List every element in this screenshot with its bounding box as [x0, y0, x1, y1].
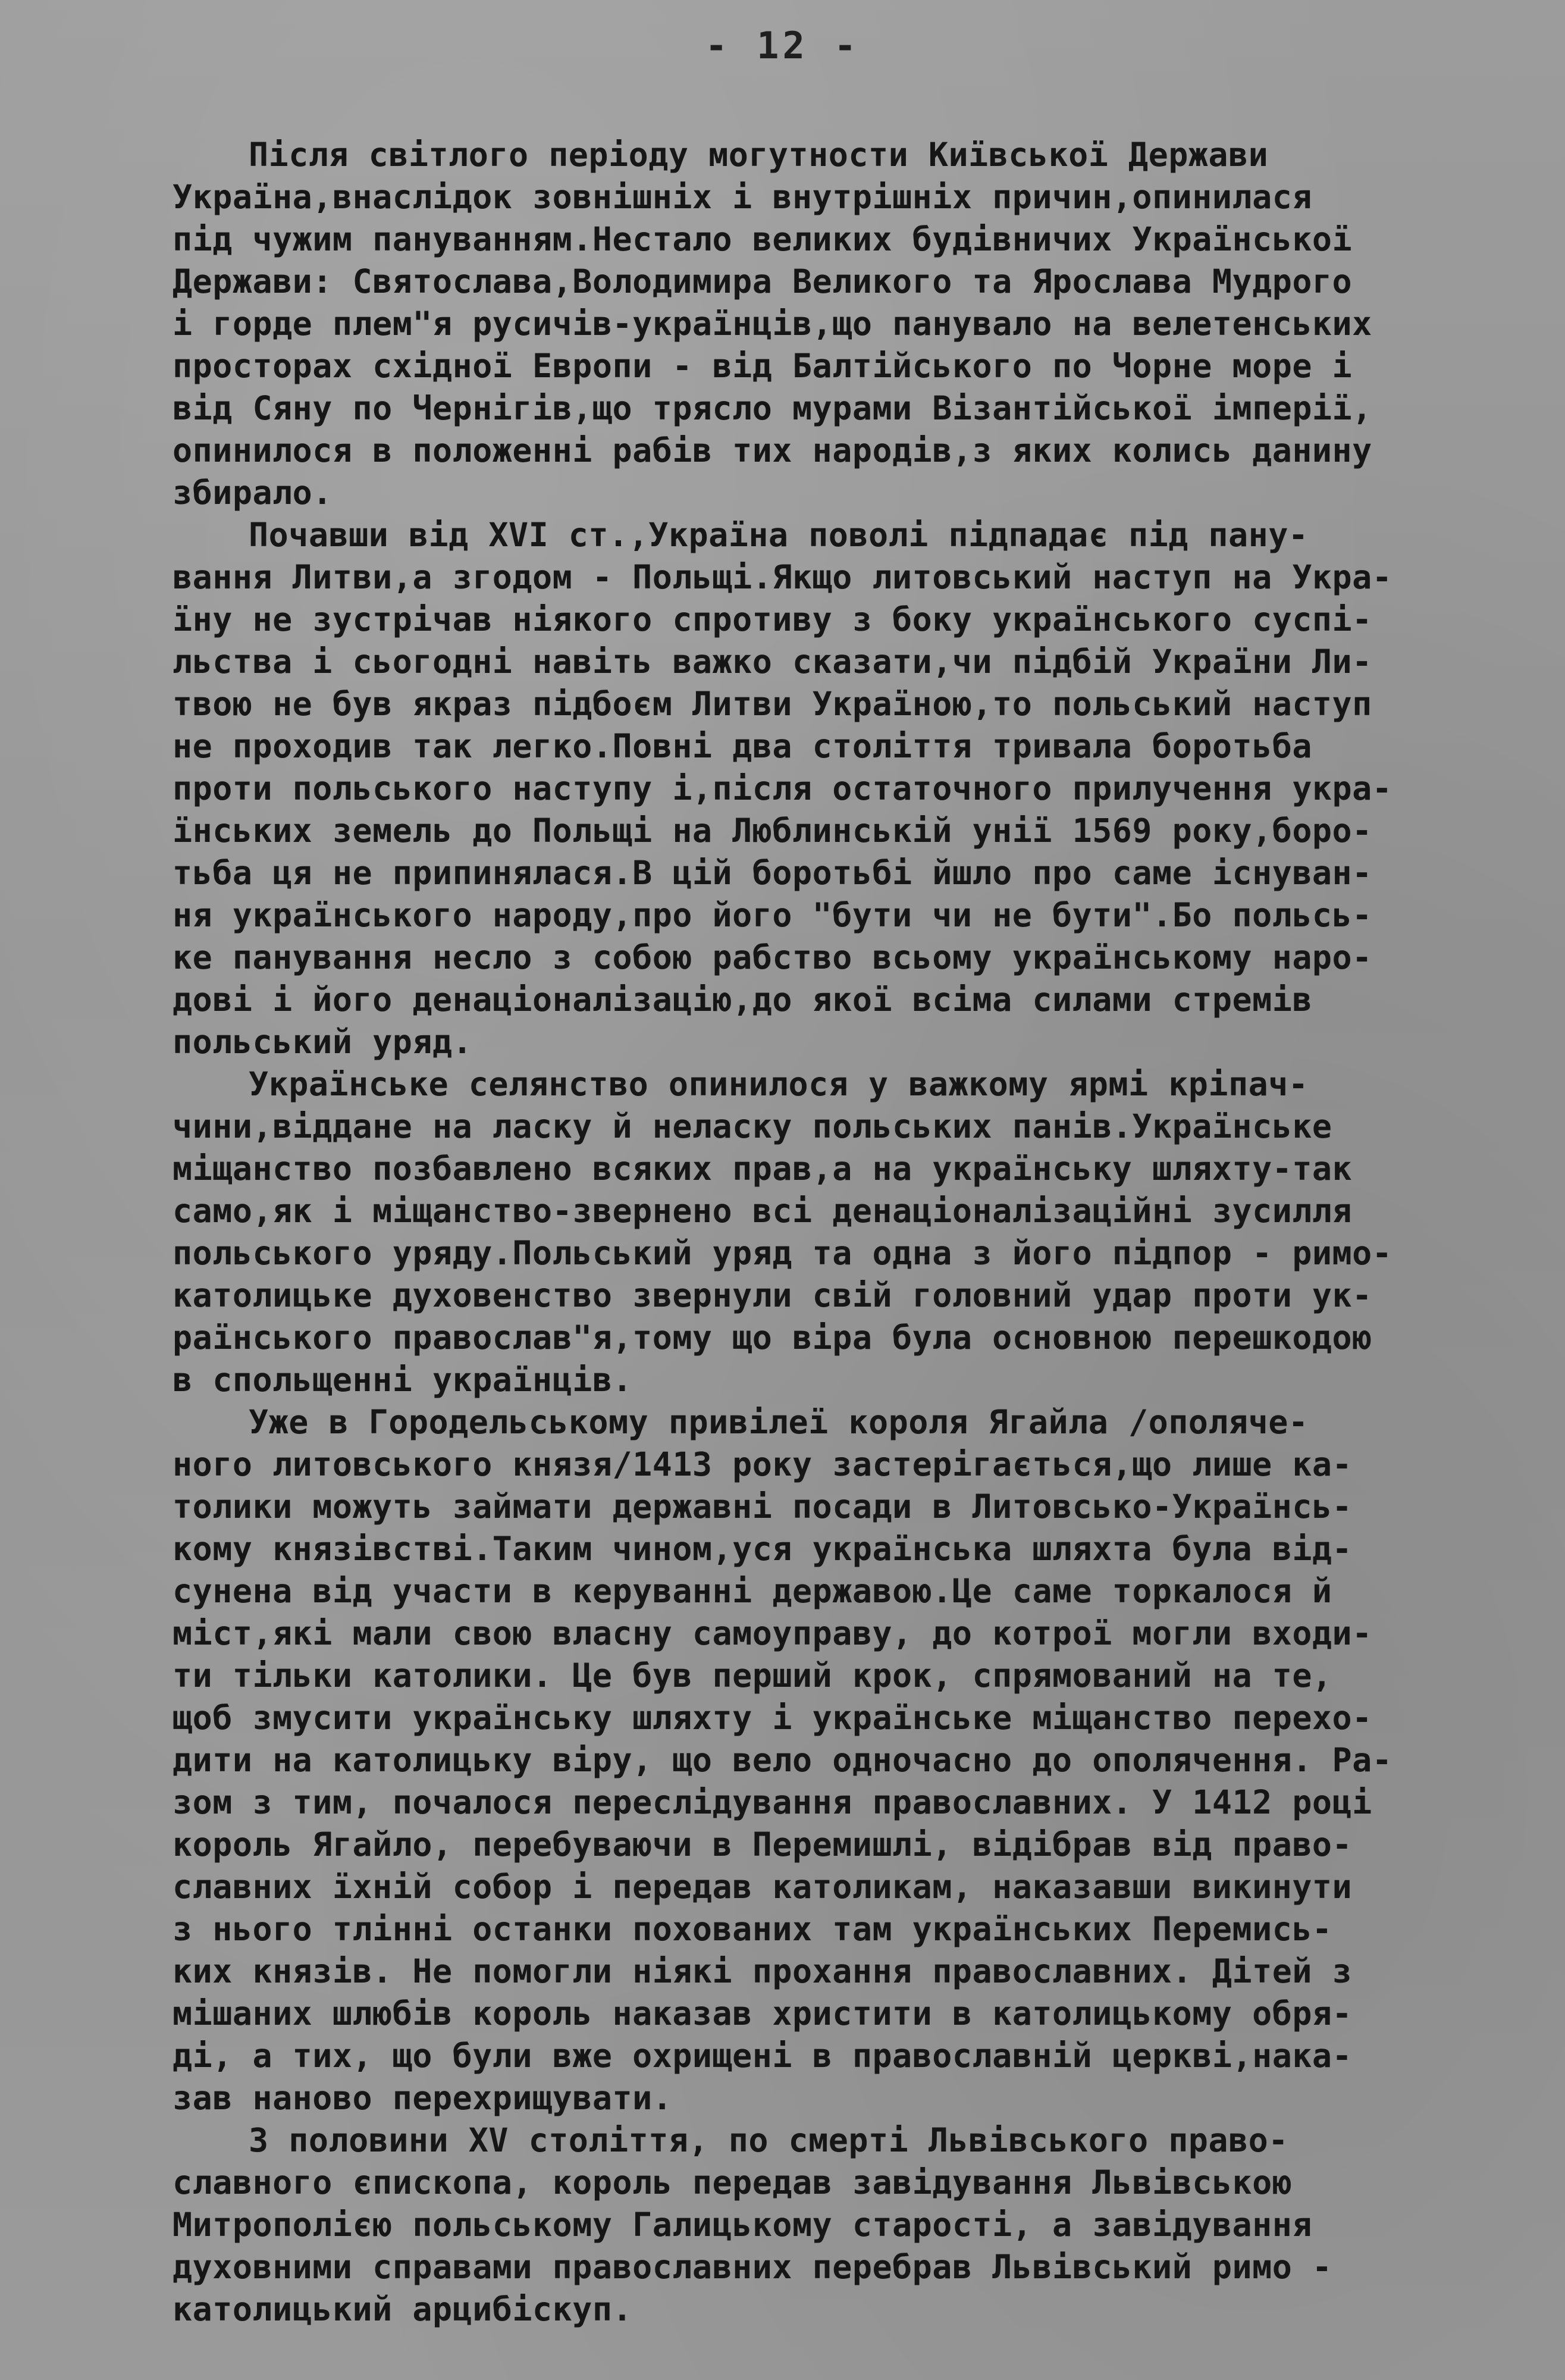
text-line: славних їхній собор і передав католикам, наказавши викинути: [173, 1868, 1353, 1906]
text-line: міщанство позбавлено всяких прав,а на українську шляхту-так: [173, 1150, 1353, 1188]
text-line: щоб змусити українську шляхту і українське міщанство перехо-: [173, 1699, 1372, 1737]
paragraph: [173, 514, 1517, 1063]
text-line: міст,які мали свою власну самоуправу, до котрої могли входи-: [173, 1614, 1372, 1652]
text-line: польський уряд.: [173, 1023, 473, 1061]
text-line: ного литовського князя/1413 року застерігається,що лише ка-: [173, 1445, 1353, 1483]
text-line: дові і його денаціоналізацію,до якої всіма силами стремів: [173, 981, 1312, 1019]
text-line: Українське селянство опинилося у важкому ярмі кріпач-: [249, 1065, 1309, 1103]
text-line: їнських земель до Польщі на Люблинській унії 1569 року,боро-: [173, 812, 1372, 850]
text-line: в спольщенні українців.: [173, 1361, 633, 1399]
text-line: само,як і міщанство-звернено всі денаціоналізаційні зусилля: [173, 1192, 1353, 1230]
text-line: католицьке духовенство звернули свій головний удар проти ук-: [173, 1276, 1372, 1314]
text-line: сунена від участи в керуванні державою.Це саме торкалося й: [173, 1572, 1332, 1610]
text-line: Держави: Святослава,Володимира Великого та Ярослава Мудрого: [173, 262, 1353, 300]
paragraph: [173, 1063, 1517, 1401]
text-line: твою не був якраз підбоєм Литви Україною,то польський наступ: [173, 685, 1372, 723]
text-line: опинилося в положенні рабів тих народів,з яких колись данину: [173, 431, 1372, 469]
text-line: ке панування несло з собою рабство всьому українському наро-: [173, 938, 1372, 976]
text-line: Почавши від XVI ст.,Україна поволі підпадає під пану-: [249, 516, 1309, 554]
text-line: славного єпископа, король передав завідування Львівською: [173, 2163, 1293, 2202]
text-line: не проходив так легко.Повні два століття тривала боротьба: [173, 727, 1312, 765]
paragraph: [173, 134, 1517, 514]
text-line: З половини XV століття, по смерті Львівського право-: [249, 2121, 1288, 2159]
text-line: під чужим пануванням.Нестало великих будівничих Української: [173, 220, 1353, 258]
text-line: католицький арцибіскуп.: [173, 2290, 633, 2328]
body-text: [173, 134, 1517, 2331]
text-line: ня українського народу,про його "бути чи не бути".Бо польсь-: [173, 896, 1372, 934]
text-line: Україна,внаслідок зовнішніх і внутрішніх причин,опинилася: [173, 178, 1312, 216]
text-line: чини,віддане на ласку й неласку польських панів.Українське: [173, 1107, 1332, 1145]
text-line: Після світлого періоду могутности Київської Держави: [249, 136, 1269, 174]
text-line: зав наново перехрищувати.: [173, 2079, 673, 2117]
paragraph: [173, 1401, 1517, 2119]
text-line: Уже в Городельському привілеї короля Ягайла /ополяче-: [249, 1403, 1309, 1441]
text-line: дити на католицьку віру, що вело одночасно до ополячення. Ра-: [173, 1741, 1392, 1779]
paragraph: [173, 2119, 1517, 2331]
text-line: ді, а тих, що були вже охрищені в православній церкві,нака-: [173, 2037, 1353, 2075]
text-line: мішаних шлюбів король наказав христити в католицькому обря-: [173, 1994, 1353, 2033]
text-line: вання Литви,а згодом - Польщі.Якщо литовський наступ на Укра-: [173, 558, 1392, 596]
text-line: зом з тим, почалося переслідування православних. У 1412 році: [173, 1783, 1372, 1821]
text-line: ти тільки католики. Це був перший крок, спрямований на те,: [173, 1656, 1332, 1695]
text-line: раїнського православ"я,тому що віра була основною перешкодою: [173, 1319, 1372, 1357]
text-line: просторах східної Европи - від Балтійського по Чорне море і: [173, 347, 1353, 385]
text-line: ких князів. Не помогли ніякі прохання православних. Дітей з: [173, 1952, 1353, 1990]
text-line: льства і сьогодні навіть важко сказати,чи підбій України Ли-: [173, 643, 1372, 681]
text-line: їну не зустрічав ніякого спротиву з боку українського суспі-: [173, 600, 1372, 638]
text-line: з нього тлінні останки похованих там українських Перемись-: [173, 1910, 1332, 1948]
page-number: - 12 -: [705, 24, 860, 67]
text-line: від Сяну по Чернігів,що трясло мурами Візантійської імперії,: [173, 389, 1372, 427]
text-line: король Ягайло, перебуваючи в Перемишлі, відібрав від право-: [173, 1825, 1353, 1864]
text-line: збирало.: [173, 474, 333, 512]
text-line: тьба ця не припинялася.В цій боротьбі йшло про саме існуван-: [173, 854, 1372, 892]
text-line: проти польського наступу і,після остаточного прилучення укра-: [173, 769, 1392, 807]
text-line: кому князівстві.Таким чином,уся українська шляхта була від-: [173, 1530, 1353, 1568]
text-line: духовними справами православних перебрав Львівський римо -: [173, 2248, 1332, 2286]
text-line: польського уряду.Польський уряд та одна з його підпор - римо-: [173, 1234, 1392, 1272]
text-line: Митрополією польському Галицькому старості, а завідування: [173, 2206, 1312, 2244]
text-line: толики можуть займати державні посади в Литовсько-Українсь-: [173, 1488, 1353, 1526]
text-line: і горде плем"я русичів-українців,що панувало на велетенських: [173, 305, 1372, 343]
